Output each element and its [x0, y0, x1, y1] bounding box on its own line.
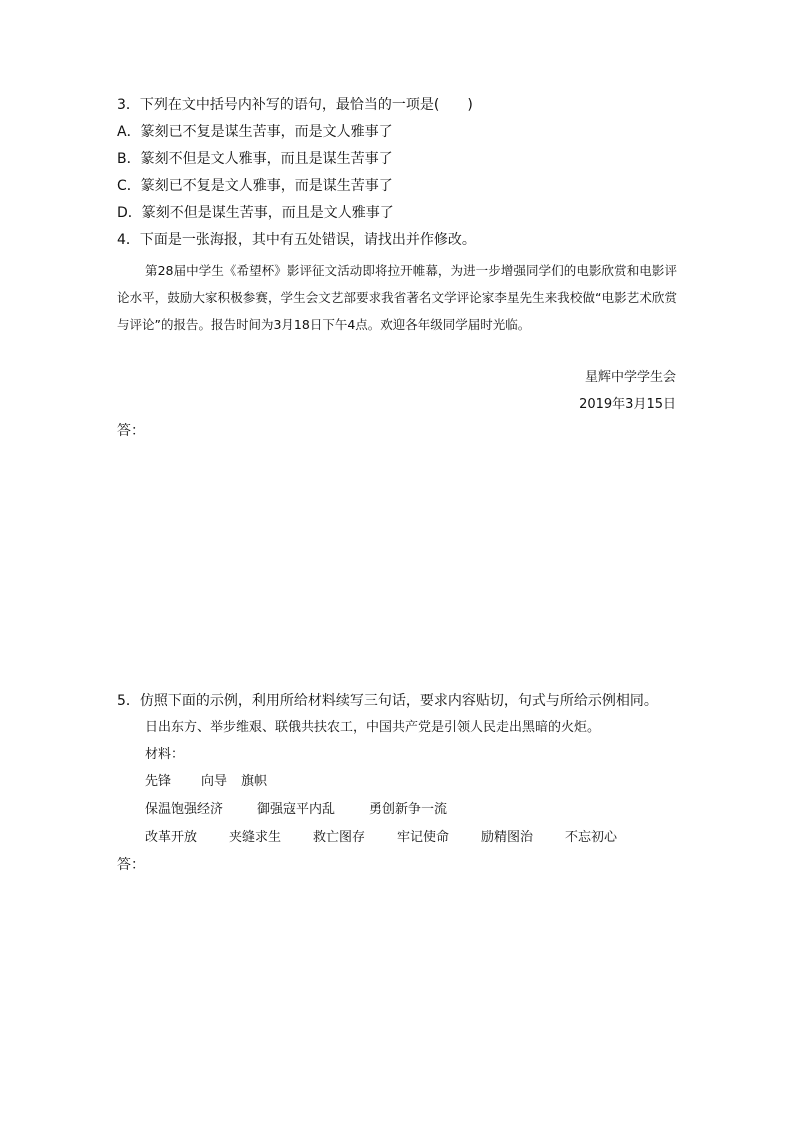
poster-date: 2019年3月15日: [579, 397, 676, 412]
question-3-option-a: A．篆刻已不复是谋生苦事，而是文人雅事了: [117, 124, 393, 140]
material-item: 旗帜: [241, 774, 268, 789]
materials-row-3: [145, 829, 617, 847]
material-item: 勇创新争一流: [369, 802, 448, 817]
poster-body: 第28届中学生《希望杯》影评征文活动即将拉开帷幕，为进一步增强同学们的电影欣赏和电影评论水平，鼓励大家积极参赛，学生会文艺部要求我省著名文学评论家李星先生来我校做“电影艺术欣赏与评论”的报告。报告时间为3月18日下午4点。欢迎各年级同学届时光临。: [117, 263, 677, 332]
question-5-stem: 5．仿照下面的示例，利用所给材料续写三句话，要求内容贴切，句式与所给示例相同。: [117, 693, 658, 709]
poster-signature: 星辉中学学生会: [584, 370, 676, 385]
question-5-answer-label: 答：: [117, 857, 145, 873]
question-3-stem: 3．下列在文中括号内补写的语句，最恰当的一项是( ): [117, 97, 473, 113]
material-item: 夹缝求生: [229, 830, 282, 845]
question-4-answer-label: 答：: [117, 423, 145, 439]
question-5-example: 日出东方、举步维艰、联俄共扶农工，中国共产党是引领人民走出黑暗的火炬。: [145, 720, 601, 735]
materials-row-2: [145, 801, 447, 819]
materials-label: 材料：: [145, 747, 185, 762]
material-item: 救亡图存: [313, 830, 366, 845]
material-item: 改革开放: [145, 830, 198, 845]
question-3-option-b: B．篆刻不但是文人雅事，而且是谋生苦事了: [117, 151, 393, 167]
material-item: 牢记使命: [397, 830, 450, 845]
material-item: 不忘初心: [565, 830, 618, 845]
material-item: 保温饱强经济: [145, 802, 224, 817]
material-item: 先锋: [145, 774, 172, 789]
material-item: 向导: [201, 774, 228, 789]
material-item: 励精图治: [481, 830, 534, 845]
material-item: 御强寇平内乱: [257, 802, 336, 817]
materials-row-1: [145, 773, 267, 791]
question-3-option-d: D．篆刻不但是谋生苦事，而且是文人雅事了: [117, 205, 394, 221]
question-4-stem: 4．下面是一张海报，其中有五处错误，请找出并作修改。: [117, 232, 476, 248]
question-3-option-c: C．篆刻已不复是文人雅事，而是谋生苦事了: [117, 178, 393, 194]
